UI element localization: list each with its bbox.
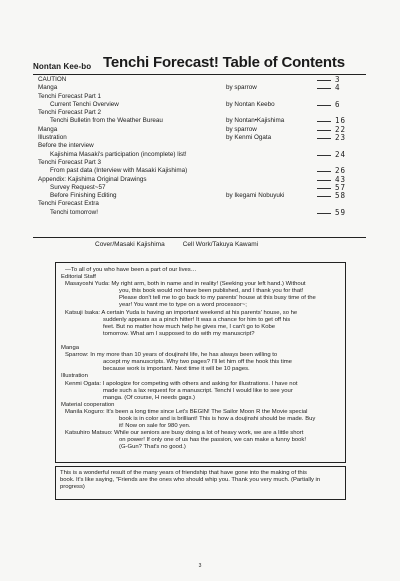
message-line: year! You want me to type on a word processor~;: [119, 302, 247, 309]
toc-entry: [38, 93, 363, 101]
toc-entry: [38, 167, 363, 175]
message-line: because work is important. Next time it will be 10 pages.: [103, 366, 250, 373]
toc-entry: [38, 159, 363, 167]
toc-entry-title: Tenchi Forecast Part 2: [38, 109, 101, 117]
message-line: on power! If only one of us has the passion, we can make a funny book!: [119, 437, 306, 444]
message-line: book is in color and is brilliant! This is how a doujinshi should be made. Buy: [119, 415, 316, 422]
toc-entry: [38, 176, 363, 184]
toc-entry-author: by sparrow: [226, 125, 257, 133]
message-line: Kenmi Ogata: I apologize for competing with others and asking for illustrations. I have not: [65, 380, 298, 387]
toc-entry-title: CAUTION: [38, 76, 67, 83]
toc-entry-title: Before the interview: [38, 142, 94, 150]
toc-entry: [38, 109, 363, 117]
message-line: [61, 338, 316, 345]
message-line: feet. But no matter how much help he gives me, I can't go to Kobe: [103, 323, 276, 330]
toc-entry-author: by Nontan•Kajishima: [226, 117, 285, 125]
toc-entry-page: 4: [335, 83, 341, 93]
message-line: accept my manuscripts. Why two pages? I'll let him off the hook this time: [103, 359, 292, 366]
toc-leader-dash: [317, 155, 331, 156]
toc-entry-title: Illustration: [38, 134, 67, 142]
toc-leader-dash: [317, 80, 331, 81]
cell-work-credit: Cell Work/Takuya Kawami: [182, 241, 259, 248]
closing-line: This is a wonderful result of the many years of friendship that have gone into the making of this: [60, 470, 307, 476]
message-line: Katsuji Isaka: A certain Yuda is having an important weekend at his parents' house, so he: [65, 309, 298, 316]
page-title: Tenchi Forecast! Table of Contents: [103, 54, 345, 71]
toc-entry: [38, 209, 363, 217]
toc-entry: [38, 184, 363, 192]
toc-entry: [38, 84, 363, 92]
message-line: Material cooperation: [61, 401, 115, 408]
page-number: 3: [198, 563, 202, 569]
toc-entry-title: Tenchi tomorrow!: [50, 208, 98, 216]
toc-entry: [38, 151, 363, 159]
circle-name: Nontan Kee-bo: [33, 62, 92, 71]
message-line: Manga: [61, 345, 80, 352]
message-line: —To all of you who have been a part of our lives…: [65, 267, 197, 273]
message-line: made such a lax request for a manuscript. Tenchi I would like to see your: [103, 387, 293, 394]
toc-entry-author: by Kenmi Ogata: [226, 134, 272, 142]
toc-entry: [38, 101, 363, 109]
toc-leader-dash: [317, 180, 331, 181]
header-rule: [33, 74, 366, 75]
toc-leader-dash: [317, 171, 331, 172]
toc-entry-title: From past data (Interview with Masaki Kajishima): [50, 167, 188, 175]
message-line: you, this book would not have been published, and I thank you for that!: [119, 288, 304, 295]
toc-leader-dash: [317, 121, 331, 122]
toc-leader-dash: [317, 138, 331, 139]
toc-entry: [38, 134, 363, 142]
toc-entry-page: 59: [335, 207, 347, 217]
message-line: it! Now on sale for 980 yen.: [119, 423, 191, 430]
toc-entry-page: 24: [335, 149, 347, 159]
cover-credit: Cover/Masaki Kajishima: [95, 241, 165, 248]
message-line: Sparrow: In my more than 10 years of doujinshi life, he has always been willing to: [65, 352, 278, 359]
toc-entry-title: Survey Request~57: [50, 183, 106, 191]
message-line: Masayoshi Yuda: My right arm, both in name and in reality! (Seeking your left hand.) Without: [65, 281, 306, 288]
toc-entry-author: by sparrow: [226, 84, 257, 92]
table-of-contents: [38, 76, 363, 217]
toc-leader-dash: [317, 188, 331, 189]
toc-entry-title: Kajishima Masaki's participation (incomplete) list!: [50, 150, 187, 158]
message-line: Manila Koguro: It's been a long time since Let's BEGIN! The Sailor Moon R the Movie special: [65, 408, 308, 415]
message-line: Illustration: [61, 373, 88, 380]
toc-entry-page: 3: [335, 75, 341, 84]
toc-entry-page: 22: [335, 124, 347, 134]
toc-entry-title: Tenchi Bulletin from the Weather Bureau: [50, 117, 163, 125]
closing-note-box: [55, 466, 346, 500]
message-line: Katsuhiro Matsuo: While our seniors are busy doing a lot of heavy work, we are a little short: [65, 430, 304, 437]
toc-entry: [38, 192, 363, 200]
toc-entry: [38, 142, 363, 150]
toc-entry-page: 58: [335, 191, 347, 201]
toc-entry-title: Tenchi Forecast Extra: [38, 200, 99, 208]
closing-line: progress): [60, 484, 85, 491]
message-line: Editorial Staff: [61, 274, 96, 281]
toc-entry-page: 43: [335, 174, 347, 184]
toc-entry-title: Tenchi Forecast Part 3: [38, 158, 101, 166]
toc-entry-author: by Ikegami Nobuyuki: [226, 192, 285, 200]
toc-leader-dash: [317, 88, 331, 89]
toc-entry-page: 23: [335, 133, 347, 143]
toc-leader-dash: [317, 130, 331, 131]
credits: [95, 241, 258, 248]
page-header: [33, 54, 373, 76]
toc-entry-page: 6: [335, 99, 341, 109]
toc-leader-dash: [317, 196, 331, 197]
closing-line: book. It's like saying, "Friends are the ones who should whip you. Thank you very much. (Partially in: [60, 477, 321, 484]
message-line: (G-Gun? That's no good.): [119, 444, 186, 451]
message-line: manga. (Of course, H needs gags.): [103, 394, 196, 401]
toc-leader-dash: [317, 213, 331, 214]
message-line: tomorrow. What am I supposed to do with my manuscript?: [103, 330, 255, 337]
toc-entry-title: Manga: [38, 84, 58, 92]
toc-entry-page: 57: [335, 182, 347, 192]
message-line: suddenly appears as a pinch hitter! It was a chance for him to get off his: [103, 316, 291, 323]
toc-entry-title: Manga: [38, 125, 58, 133]
toc-bottom-rule: [33, 237, 366, 238]
toc-entry-author: by Nontan Keebo: [226, 100, 275, 108]
toc-entry: [38, 126, 363, 134]
toc-entry-title: Tenchi Forecast Part 1: [38, 92, 101, 100]
toc-entry-title: Appendix: Kajishima Original Drawings: [38, 175, 147, 183]
editorial-message-box: [55, 262, 346, 463]
toc-entry-title: Before Finishing Editing: [50, 192, 117, 200]
toc-entry: [38, 117, 363, 125]
message-line: Please don't tell me to go back to my parents' house at this busy time of the: [119, 295, 316, 302]
toc-entry-title: Current Tenchi Overview: [50, 100, 119, 108]
toc-entry: [38, 200, 363, 208]
toc-leader-dash: [317, 105, 331, 106]
toc-entry: [38, 76, 363, 84]
toc-entry-page: 16: [335, 116, 347, 126]
toc-entry-page: 26: [335, 166, 347, 176]
